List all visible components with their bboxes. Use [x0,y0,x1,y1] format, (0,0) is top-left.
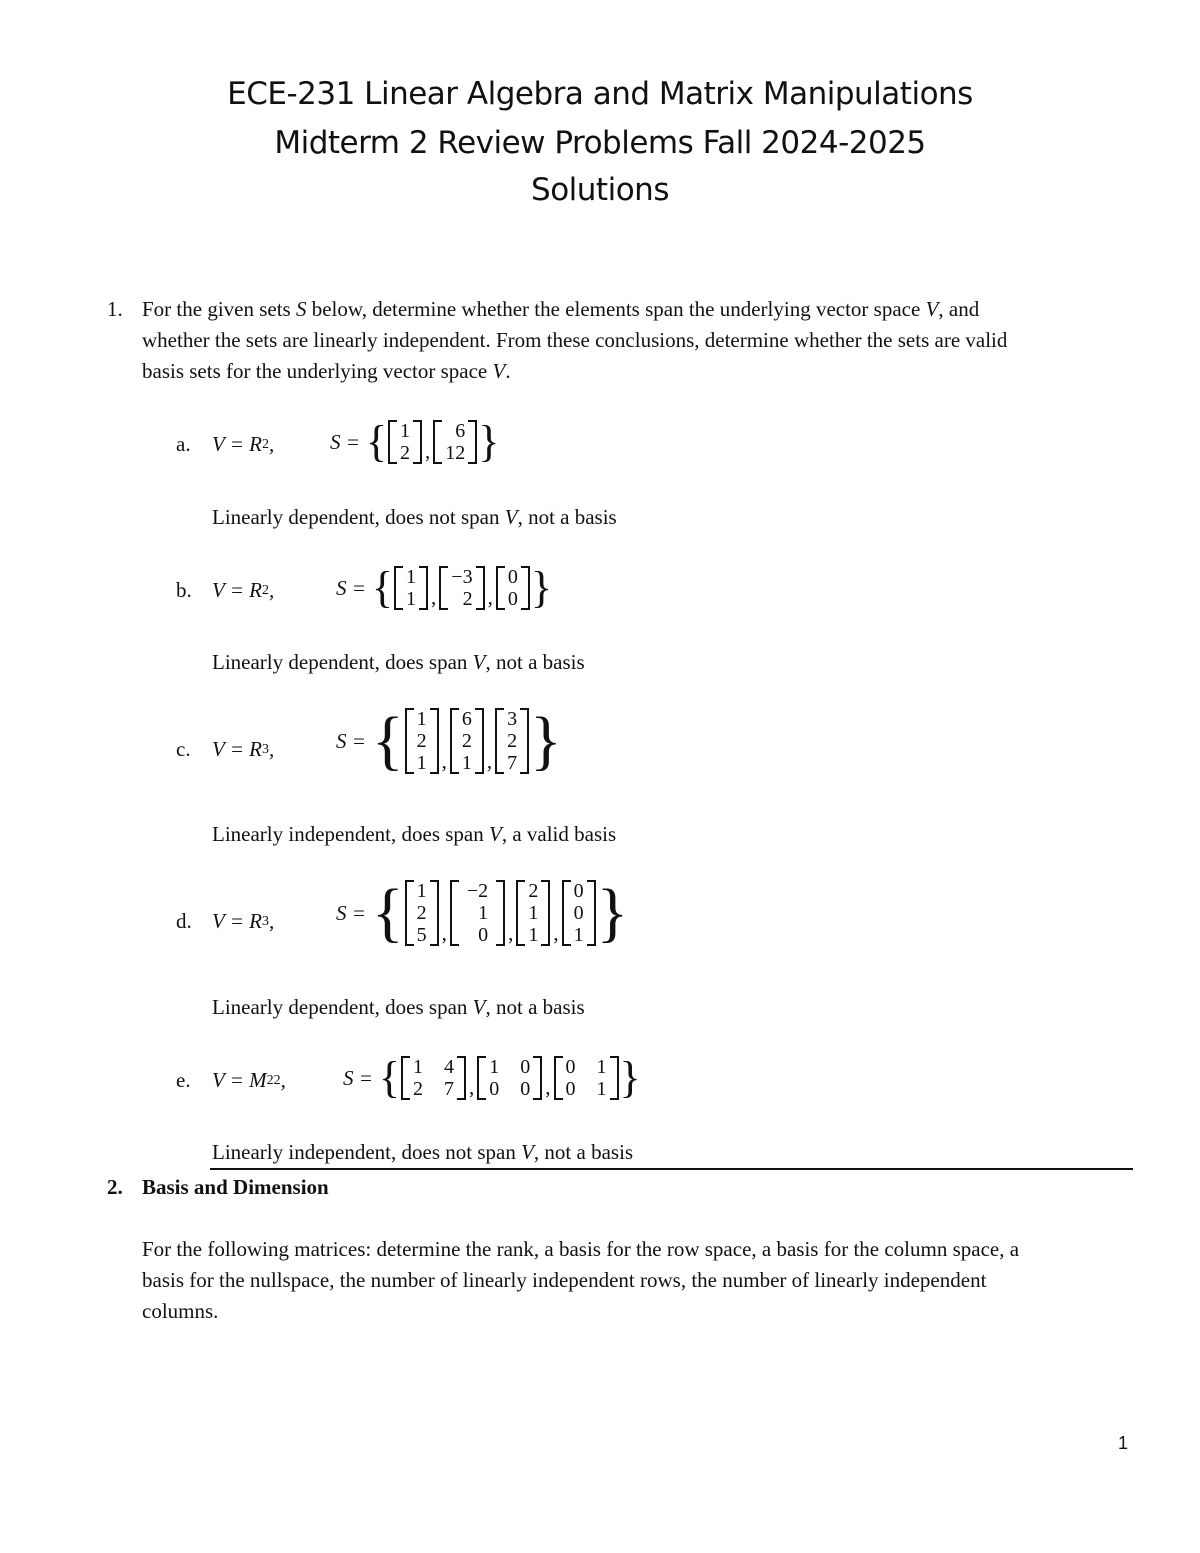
part-d-label: d. [176,909,192,933]
problem-1-intro-line-2: whether the sets are linearly independent. From these conclusions, determine whether the sets are valid [142,328,1008,352]
part-c-vector-1: 1 2 1 [405,708,439,774]
part-d-vector-4: 0 0 1 [562,880,596,946]
part-a-answer: Linearly dependent, does not span V, not a basis [212,505,617,529]
part-e-matrix-1: 1 2 4 7 [401,1056,466,1100]
problem-2-line-1: For the following matrices: determine the rank, a basis for the row space, a basis for the column space, a [142,1237,1020,1261]
part-b-set: S = { 1 1 , −3 2 , 0 0 } [336,563,552,612]
part-d-set: S = { 1 2 5 , −2 1 0 , 2 1 1 , 0 0 1 } [336,876,629,949]
document-subtitle: Midterm 2 Review Problems Fall 2024-2025 [274,125,926,161]
part-d-space: V = R 3 , [212,909,275,933]
part-d-vector-2: −2 1 0 [450,880,505,946]
part-a-set: S = { 1 2 , 6 12 } [330,417,500,466]
problem-2-number: 2. [107,1175,123,1199]
part-c-space: V = R 3 , [212,737,275,761]
part-e-matrix-3: 0 0 1 1 [554,1056,619,1100]
part-b-answer: Linearly dependent, does span V, not a basis [212,650,585,674]
part-e-label: e. [176,1068,191,1092]
part-c-set: S = { 1 2 1 , 6 2 1 , 3 2 7 } [336,704,562,777]
problem-2-line-2: basis for the nullspace, the number of linearly independent rows, the number of linearly independent [142,1268,987,1292]
document-title: ECE-231 Linear Algebra and Matrix Manipulations [227,76,973,112]
problem-1-number: 1. [107,297,123,321]
part-c-answer: Linearly independent, does span V, a valid basis [212,822,617,846]
problem-1-intro-line-1: For the given sets S below, determine whether the elements span the underlying vector space V, and [142,297,980,321]
part-a-label: a. [176,432,191,456]
part-e-set: S = { 1 2 4 7 , 1 0 0 0 , 0 0 1 1 } [343,1053,641,1102]
problem-1-intro-line-3: basis sets for the underlying vector space V. [142,359,511,383]
part-e-space: V = M 22 , [212,1068,286,1092]
part-b-vector-1: 1 1 [394,566,428,610]
part-d-vector-1: 1 2 5 [405,880,439,946]
problem-2-title: Basis and Dimension [142,1175,329,1199]
problem-2-line-3: columns. [142,1299,219,1323]
document-solutions-heading: Solutions [531,172,669,208]
section-divider [210,1168,1133,1170]
part-e-matrix-2: 1 0 0 0 [477,1056,542,1100]
part-a-vector-2: 6 12 [433,420,477,464]
part-b-vector-2: −3 2 [439,566,484,610]
part-b-label: b. [176,578,192,602]
part-d-vector-3: 2 1 1 [516,880,550,946]
part-c-vector-2: 6 2 1 [450,708,484,774]
part-a-space: V = R 2 , [212,432,275,456]
part-a-vector-1: 1 2 [388,420,422,464]
part-d-answer: Linearly dependent, does span V, not a basis [212,995,585,1019]
part-c-vector-3: 3 2 7 [495,708,529,774]
page-number: 1 [1117,1433,1128,1453]
part-e-answer: Linearly independent, does not span V, not a basis [212,1140,634,1164]
part-b-space: V = R 2 , [212,578,275,602]
part-b-vector-3: 0 0 [496,566,530,610]
part-c-label: c. [176,737,191,761]
